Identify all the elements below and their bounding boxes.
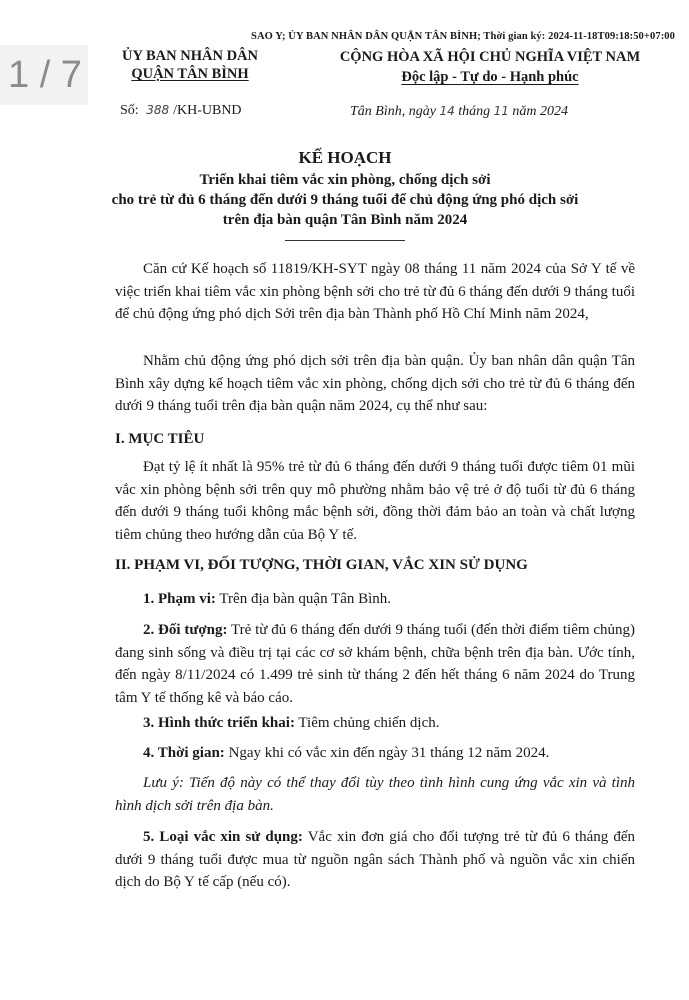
item-target: [115, 619, 635, 709]
item-scope: [115, 588, 635, 611]
title-line-1: Triển khai tiêm vắc xin phòng, chống dịch sởi: [199, 172, 491, 188]
item-vaccine-text: Vắc xin đơn giá cho đối tượng trẻ từ đủ 6 tháng đến dưới 9 tháng tuổi được mua từ nguồn ngân sách Thành phố và nguồn vắc xin chiến dịch do Bộ Y tế cấp (nếu có).: [115, 829, 635, 890]
section-1-heading: I. MỤC TIÊU: [115, 431, 205, 447]
date-month-label: tháng: [458, 104, 491, 119]
section-2-heading: II. PHẠM VI, ĐỐI TƯỢNG, THỜI GIAN, VẮC XIN SỬ DỤNG: [115, 557, 528, 573]
item-time: [115, 742, 635, 765]
item-form: [115, 712, 635, 735]
docno-label: Số:: [120, 103, 139, 118]
date-month: 11: [493, 104, 509, 118]
document-date: [350, 104, 568, 120]
section-1-text: Đạt tỷ lệ ít nhất là 95% trẻ từ đủ 6 tháng đến dưới 9 tháng tuổi được tiêm 01 mũi vắc xin phòng bệnh sởi trên quy mô phường nhằm bảo vệ trẻ ở độ tuổi từ đủ 6 tháng đến dưới 9 tháng tuổi không mắc bệnh sởi, đồng thời đảm bảo an toàn và chất lượng tiêm chủng theo hướng dẫn của Bộ Y tế.: [115, 459, 635, 543]
item-scope-label: 1. Phạm vi:: [143, 591, 216, 607]
national-heading: [300, 47, 680, 87]
title-kind: KẾ HOẠCH: [298, 148, 392, 167]
intro-paragraph-2: Nhằm chủ động ứng phó dịch sởi trên địa bàn quận. Ủy ban nhân dân quận Tân Bình xây dựng kế hoạch tiêm vắc xin phòng, chống dịch sởi cho trẻ từ đủ 6 tháng đến dưới 9 tháng tuổi trên địa bàn quận năm 2024, cụ thể như sau:: [115, 353, 635, 414]
document-number: [120, 103, 242, 119]
title-line-3: trên địa bàn quận Tân Bình năm 2024: [222, 212, 468, 228]
title-line-2: cho trẻ từ đủ 6 tháng đến dưới 9 tháng tuổi để chủ động ứng phó dịch sởi: [111, 192, 579, 208]
title-divider: [285, 240, 405, 241]
item-form-text: Tiêm chủng chiến dịch.: [294, 715, 440, 731]
docno-number: 388: [146, 103, 170, 117]
date-year: năm 2024: [512, 104, 569, 119]
item-vaccine-type: [115, 826, 635, 894]
item-time-label: 4. Thời gian:: [143, 745, 225, 761]
page-counter: 1 / 7: [0, 45, 88, 105]
issuing-organization: [100, 47, 280, 83]
date-prefix: Tân Bình, ngày: [350, 104, 436, 119]
item-target-text: Trẻ từ đủ 6 tháng đến dưới 9 tháng tuổi (đến thời điểm tiêm chủng) đang sinh sống và điều trị tại các cơ sở khám bệnh, chữa bệnh trên địa bàn. Ước tính, đến ngày 8/11/2024 có 1.499 trẻ sinh từ tháng 2 đến hết tháng 6 năm 2024 do Trung tâm Y tế thống kê và báo cáo.: [115, 622, 635, 706]
item-vaccine-label: 5. Loại vắc xin sử dụng:: [143, 829, 303, 845]
nation-title: CỘNG HÒA XÃ HỘI CHỦ NGHĨA VIỆT NAM: [339, 49, 641, 65]
item-note-text: Lưu ý: Tiến độ này có thể thay đổi tùy theo tình hình cung ứng vắc xin và tình hình dịch sởi trên địa bàn.: [115, 775, 635, 814]
item-note: [115, 772, 635, 817]
item-time-text: Ngay khi có vắc xin đến ngày 31 tháng 12 năm 2024.: [224, 745, 550, 761]
org-line-1: ỦY BAN NHÂN DÂN: [121, 48, 258, 64]
copy-signature-stamp: SAO Y; ỦY BAN NHÂN DÂN QUẬN TÂN BÌNH; Thời gian ký: 2024-11-18T09:18:50+07:00: [251, 31, 675, 42]
intro-paragraph-1: Căn cứ Kế hoạch số 11819/KH-SYT ngày 08 tháng 11 năm 2024 của Sở Y tế về việc triển khai tiêm vắc xin phòng bệnh sởi cho trẻ từ đủ 6 tháng đến dưới 9 tháng tuổi để chủ động ứng phó dịch Sởi trên địa bàn Thành phố Hồ Chí Minh năm 2024,: [115, 261, 635, 322]
org-line-2: QUẬN TÂN BÌNH: [131, 66, 249, 82]
document-title: [60, 148, 630, 230]
item-scope-text: Trên địa bàn quận Tân Bình.: [215, 591, 392, 607]
item-form-label: 3. Hình thức triển khai:: [143, 715, 295, 731]
item-target-label: 2. Đối tượng:: [143, 622, 228, 638]
docno-suffix: /KH-UBND: [173, 103, 242, 118]
nation-motto: Độc lập - Tự do - Hạnh phúc: [401, 69, 579, 85]
date-day: 14: [439, 104, 455, 118]
